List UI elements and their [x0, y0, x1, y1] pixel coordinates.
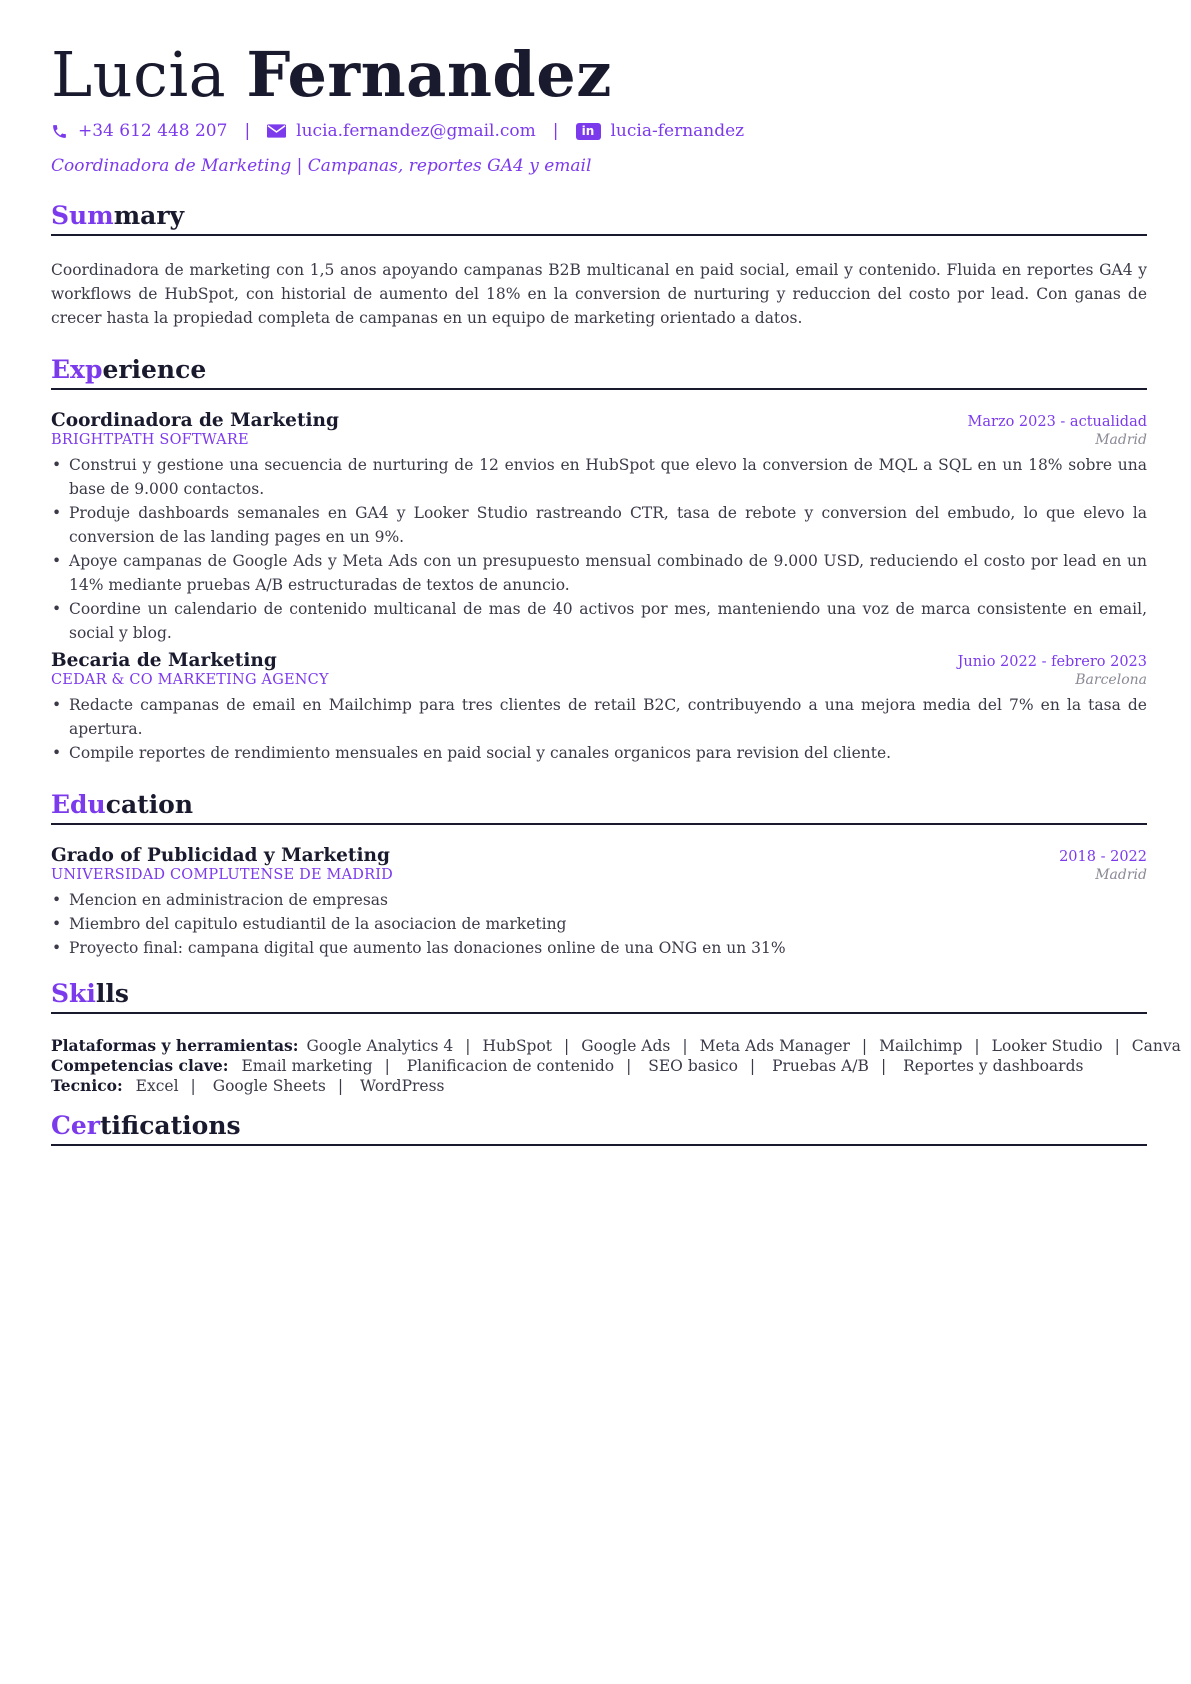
- tagline: Coordinadora de Marketing | Campanas, reportes GA4 y email: [51, 156, 592, 176]
- resume-page: [51, 36, 1181, 1146]
- skill-item: Pruebas A/B: [772, 1057, 869, 1075]
- skill-item: Meta Ads Manager: [699, 1037, 850, 1055]
- section-title-rest: lls: [95, 979, 129, 1008]
- education-location: Madrid: [1095, 867, 1147, 883]
- linkedin-icon: in: [576, 123, 601, 140]
- linkedin-link[interactable]: lucia-fernandez: [610, 121, 745, 141]
- company-name: BRIGHTPATH SOFTWARE: [51, 432, 249, 448]
- section-title-accent: Cer: [51, 1111, 100, 1140]
- skill-item: Excel: [135, 1077, 179, 1095]
- job-bullets: [51, 693, 1147, 765]
- skill-item: Looker Studio: [991, 1037, 1103, 1055]
- job-date: Junio 2022 - febrero 2023: [957, 654, 1147, 670]
- list-item: • Construi y gestione una secuencia de nurturing de 12 envios en HubSpot que elevo la conversion de MQL a SQL en un 18% sobre una base de 9.000 contactos.: [51, 453, 1147, 501]
- skill-item: HubSpot: [482, 1037, 553, 1055]
- job-date: Marzo 2023 - actualidad: [967, 414, 1147, 430]
- job-title: Becaria de Marketing: [51, 650, 277, 671]
- phone-number[interactable]: +34 612 448 207: [78, 121, 228, 141]
- skill-item: Google Analytics 4: [306, 1037, 454, 1055]
- skills-row: Competencias clave: Email marketing | Planificacion de contenido | SEO basico | Pruebas A/B | Reportes y dashboards: [51, 1056, 1084, 1075]
- first-name: Lucia: [51, 38, 227, 111]
- section-title-rest: erience: [102, 355, 207, 384]
- email-link[interactable]: lucia.fernandez@gmail.com: [296, 121, 536, 141]
- list-item: • Compile reportes de rendimiento mensuales en paid social y canales organicos para revision del cliente.: [51, 741, 1147, 765]
- education-entry: [51, 845, 1147, 960]
- skill-item: Email marketing: [241, 1057, 373, 1075]
- list-item: • Mencion en administracion de empresas: [51, 888, 1147, 912]
- skill-item: Google Ads: [581, 1037, 671, 1055]
- section-title-accent: Exp: [51, 355, 103, 384]
- section-title-summary: [51, 200, 1147, 236]
- skill-item: Google Sheets: [212, 1077, 326, 1095]
- skill-item: Reportes y dashboards: [903, 1057, 1084, 1075]
- list-item: • Proyecto final: campana digital que aumento las donaciones online de una ONG en un 31%: [51, 936, 1147, 960]
- skill-item: WordPress: [360, 1077, 445, 1095]
- section-title-experience: [51, 354, 1147, 390]
- education-date: 2018 - 2022: [1059, 849, 1147, 865]
- section-title-certifications: [51, 1110, 1147, 1146]
- section-title-rest: cation: [105, 790, 194, 819]
- list-item: • Coordine un calendario de contenido multicanal de mas de 40 activos por mes, manteniendo una voz de marca consistente en email, social y blog.: [51, 597, 1147, 645]
- section-title-accent: Ski: [51, 979, 96, 1008]
- section-title-rest: tifications: [99, 1111, 241, 1140]
- phone-icon: [51, 123, 68, 140]
- skills-list: [51, 1036, 1181, 1096]
- last-name: Fernandez: [246, 38, 612, 111]
- section-title-accent: Sum: [51, 201, 114, 230]
- email-icon: [267, 124, 286, 138]
- candidate-name: [51, 36, 1147, 114]
- section-title-skills: [51, 978, 1147, 1014]
- list-item: • Miembro del capitulo estudiantil de la asociacion de marketing: [51, 912, 1147, 936]
- job-title: Coordinadora de Marketing: [51, 410, 339, 431]
- school-name: UNIVERSIDAD COMPLUTENSE DE MADRID: [51, 867, 393, 883]
- skills-label: Plataformas y herramientas:: [51, 1036, 299, 1055]
- skill-item: Planificacion de contenido: [406, 1057, 615, 1075]
- education-bullets: [51, 888, 1147, 960]
- skills-row: Plataformas y herramientas: Google Analytics 4 | HubSpot | Google Ads | Meta Ads Manager | Mailchimp | Looker Studio | Canva: [51, 1036, 1181, 1055]
- list-item: • Redacte campanas de email en Mailchimp para tres clientes de retail B2C, contribuyendo a una mejora media del 7% en la tasa de apertura.: [51, 693, 1147, 741]
- list-item: • Apoye campanas de Google Ads y Meta Ads con un presupuesto mensual combinado de 9.000 USD, reduciendo el costo por lead en un 14% mediante pruebas A/B estructuradas de textos de anuncio.: [51, 549, 1147, 597]
- skill-item: SEO basico: [648, 1057, 738, 1075]
- section-title-education: [51, 789, 1147, 825]
- list-item: • Produje dashboards semanales en GA4 y Looker Studio rastreando CTR, tasa de rebote y conversion del embudo, lo que elevo la conversion de las landing pages en un 9%.: [51, 501, 1147, 549]
- skills-row: Tecnico: Excel | Google Sheets | WordPress: [51, 1076, 445, 1095]
- skill-item: Mailchimp: [879, 1037, 963, 1055]
- contact-line: [51, 116, 1147, 146]
- company-name: CEDAR & CO MARKETING AGENCY: [51, 672, 329, 688]
- experience-entry: [51, 650, 1147, 765]
- summary-text: Coordinadora de marketing con 1,5 anos apoyando campanas B2B multicanal en paid social, email y contenido. Fluida en reportes GA4 y workflows de HubSpot, con historial de aumento del 18% en la conversion de nurturing y reduccion del costo por lead. Con ganas de crecer hasta la propiedad completa de campanas en un equipo de marketing orientado a datos.: [51, 261, 1147, 327]
- skill-item: Canva: [1131, 1037, 1181, 1055]
- job-location: Barcelona: [1075, 672, 1147, 688]
- section-title-accent: Edu: [51, 790, 106, 819]
- skills-label: Tecnico:: [51, 1076, 123, 1095]
- skills-label: Competencias clave:: [51, 1056, 229, 1075]
- contact-separator: |: [244, 121, 251, 141]
- contact-separator: |: [552, 121, 559, 141]
- job-location: Madrid: [1095, 432, 1147, 448]
- experience-entry: [51, 410, 1147, 645]
- job-bullets: [51, 453, 1147, 645]
- degree-title: Grado of Publicidad y Marketing: [51, 845, 390, 866]
- section-title-rest: mary: [113, 201, 185, 230]
